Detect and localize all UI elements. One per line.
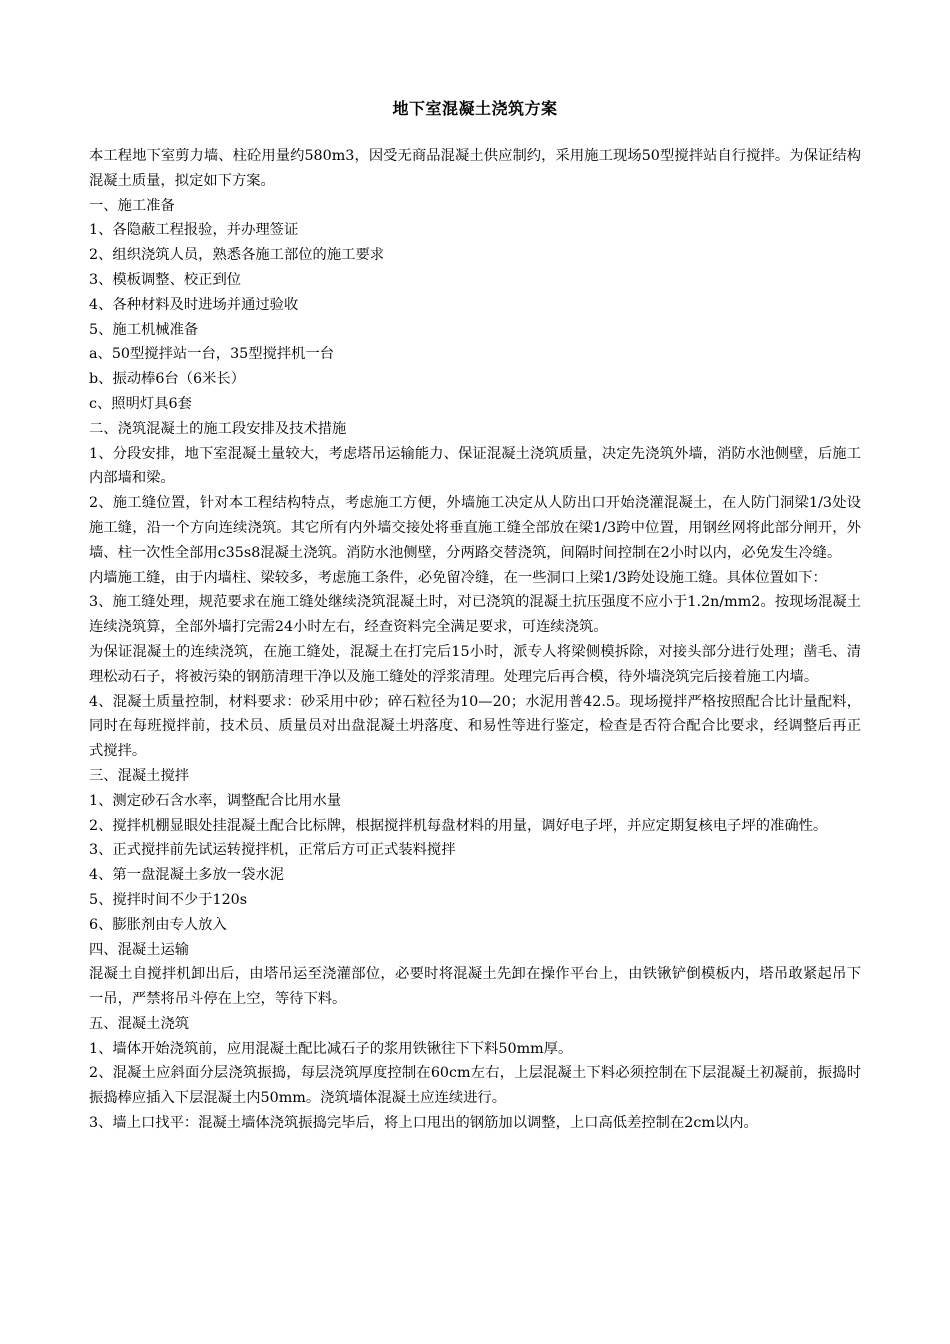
list-item: 2、混凝土应斜面分层浇筑振捣，每层浇筑厚度控制在60cm左右，上层混凝土下料必须控制在下层混凝土初凝前，振捣时振捣棒应插入下层混凝土内50mm。浇筑墙体混凝土应连续进行。 [89,1065,861,1107]
list-item: 5、搅拌时间不少于120s [89,891,248,908]
paragraph: 为保证混凝土的连续浇筑，在施工缝处，混凝土在打完后15小时，派专人将梁侧模拆除，对接头部分进行处理；凿毛、清理松动石子，将被污染的钢筋清理干净以及施工缝处的浮浆清理。处理完后再合模，待外墙浇筑完后接着施工内墙。 [89,643,861,685]
paragraph-intro: 本工程地下室剪力墙、柱砼用量约580m3，因受无商品混凝土供应制约，采用施工现场50型搅拌站自行搅拌。为保证结构混凝土质量，拟定如下方案。 [89,148,861,189]
list-item: 3、施工缝处理，规范要求在施工缝处继续浇筑混凝土时，对已浇筑的混凝土抗压强度不应小于1.2n/mm2。按现场混凝土连续浇筑算，全部外墙打完需24小时左右，经查资料完全满足要求，可连续浇筑。 [89,594,861,636]
list-item: 1、测定砂石含水率，调整配合比用水量 [89,792,342,809]
list-item: 3、模板调整、校正到位 [89,271,242,288]
list-item: c、照明灯具6套 [89,395,192,412]
list-item: b、振动棒6台（6米长） [89,371,246,388]
section-heading-segments: 二、浇筑混凝土的施工段安排及技术措施 [89,420,347,437]
document-body [89,144,861,1136]
document-page [89,96,861,1136]
list-item: 1、分段安排，地下室混凝土量较大，考虑塔吊运输能力、保证混凝土浇筑质量，决定先浇筑外墙，消防水池侧壁，后施工内部墙和梁。 [89,445,861,487]
list-item: 6、膨胀剂由专人放入 [89,916,227,933]
list-item: a、50型搅拌站一台，35型搅拌机一台 [89,346,335,363]
list-item: 2、施工缝位置，针对本工程结构特点，考虑施工方便，外墙施工决定从人防出口开始浇灌混凝土，在人防门洞梁1/3处设施工缝，沿一个方向连续浇筑。其它所有内外墙交接处将垂直施工缝全部放在梁1/3跨中位置，用钢丝网将此部分闸开，外墙、柱一次性全部用c35s8混凝土浇筑。消防水池侧壁，分两路交替浇筑，间隔时间控制在2小时以内，必免发生冷缝。 [89,495,861,561]
section-heading-preparation: 一、施工准备 [89,197,175,214]
list-item: 4、第一盘混凝土多放一袋水泥 [89,867,284,884]
list-item: 2、组织浇筑人员，熟悉各施工部位的施工要求 [89,247,385,264]
paragraph: 内墙施工缝，由于内墙柱、梁较多，考虑施工条件，必免留冷缝，在一些洞口上梁1/3跨处设施工缝。具体位置如下： [89,569,827,586]
list-item: 1、各隐蔽工程报验，并办理签证 [89,222,299,239]
list-item: 4、各种材料及时进场并通过验收 [89,296,299,313]
list-item: 5、施工机械准备 [89,321,199,338]
paragraph: 混凝土自搅拌机卸出后，由塔吊运至浇灌部位，必要时将混凝土先卸在操作平台上，由铁锹铲倒模板内，塔吊敢紧起吊下一吊，严禁将吊斗停在上空，等待下料。 [89,966,861,1008]
section-heading-mixing: 三、混凝土搅拌 [89,767,190,784]
list-item: 3、墙上口找平：混凝土墙体浇筑振捣完毕后，将上口甩出的钢筋加以调整，上口高低差控制在2cm以内。 [89,1115,758,1132]
list-item: 2、搅拌机棚显眼处挂混凝土配合比标牌，根据搅拌机每盘材料的用量，调好电子坪，并应定期复核电子坪的准确性。 [89,817,828,834]
document-title: 地下室混凝土浇筑方案 [392,99,558,118]
list-item: 4、混凝土质量控制，材料要求：砂采用中砂；碎石粒径为10—20；水泥用普42.5。现场搅拌严格按照配合比计量配料，同时在每班搅拌前，技术员、质量员对出盘混凝土坍落度、和易性等进行鉴定，检查是否符合配合比要求，经调整后再正式搅拌。 [89,693,861,760]
section-heading-pouring: 五、混凝土浇筑 [89,1015,190,1032]
section-heading-transport: 四、混凝土运输 [89,941,190,958]
list-item: 3、正式搅拌前先试运转搅拌机，正常后方可正式装料搅拌 [89,842,456,859]
list-item: 1、墙体开始浇筑前，应用混凝土配比减石子的浆用铁锹往下下料50mm厚。 [89,1040,573,1057]
